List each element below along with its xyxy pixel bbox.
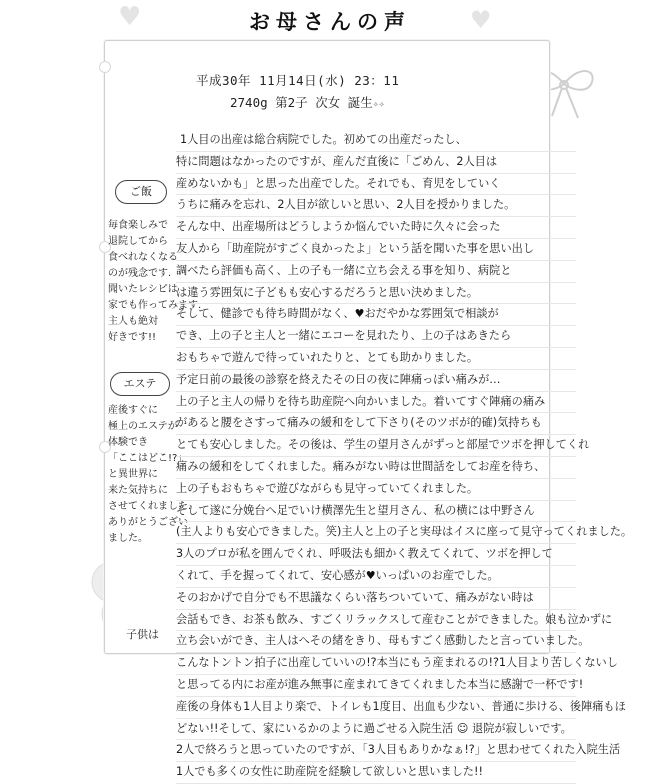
birth-info-text: 2740g 第2子 次女 誕生	[230, 95, 373, 110]
esthetic-note-line: 「ここはどこ!?」	[108, 453, 188, 464]
esthetic-note-line: 極上のエステが	[108, 421, 178, 432]
meal-note-line: 毎食楽しみで	[108, 220, 168, 231]
page-title: お母さんの声	[249, 9, 411, 34]
body-line-text: どない!!そして、家にいるかのように過ごせる入院生活	[176, 721, 454, 735]
body-line: 立ち会いができ、主人はへその緒をきり、母もすごく感動したと言っていました。	[176, 631, 576, 653]
esthetic-note-line: ありがとうござい	[108, 517, 188, 528]
body-line: 痛みの緩和をしてくれました。痛みがない時は世間話をしてお産を待ち、	[176, 457, 576, 479]
body-line: 産めないかも」と思った出産でした。それでも、育児をしていく	[176, 174, 576, 196]
heart-decoration-icon: ♥	[118, 2, 142, 32]
meal-note-line: 聞いたレシピは	[108, 284, 178, 295]
body-line	[176, 304, 576, 326]
body-line: でき、上の子と主人と一緒にエコーを見れたり、上の子はあきたら	[176, 326, 576, 348]
body-line: おもちゃで遊んで待っていれたりと、とても助かりました。	[176, 348, 576, 370]
body-line: があると腰をさすって痛みの緩和をして下さり(そのツボが的確)気持ちも	[176, 413, 576, 435]
meal-note-line: 主人も絶対	[108, 316, 158, 327]
body-line: 上の子と主人の帰りを待ち助産院へ向かいました。着いてすぐ陣痛の痛み	[176, 392, 576, 414]
body-line: 1人目の出産は総合病院でした。初めての出産だったし、	[176, 130, 576, 152]
body-line: 友人から「助産院がすごく良かったよ」という話を聞いた事を思い出し	[176, 239, 576, 261]
note-title-meal: ご飯	[115, 180, 167, 204]
esthetic-note-line: 来た気持ちに	[108, 485, 168, 496]
body-line: は違う雰囲気に子どもも安心するだろうと思い決めました。	[176, 283, 576, 305]
esthetic-note	[108, 403, 192, 547]
meal-note	[108, 218, 202, 346]
body-line: 3人のプロが私を囲んでくれ、呼吸法も細かく教えてくれて、ツボを押して	[176, 544, 576, 566]
meal-note-line: 退院してから	[108, 236, 168, 247]
meal-note-line: 食べれなくなる	[108, 252, 178, 263]
body-line	[176, 719, 576, 741]
body-line: こんなトントン拍子に出産していいの!?本当にもう産まれるの!?1人目より苦しくないし	[176, 653, 576, 675]
body-line: (主人よりも安心できました。笑)主人と上の子と実母はイスに座って見守ってくれました。	[176, 522, 576, 544]
esthetic-note-line: ました。	[108, 533, 148, 544]
message-body	[176, 130, 633, 784]
body-line-text: いっぱいのお産でした。	[375, 568, 499, 582]
body-line: そして遂に分娩台へ足でいけ横澤先生と望月さん、私の横には中野さん	[176, 501, 576, 523]
body-line: そんな中、出産場所はどうしようか悩んでいた時に久々に会った	[176, 217, 576, 239]
kids-label: 子供は	[126, 628, 159, 641]
body-line: うちに痛みを忘れ、2人目が欲しいと思い、2人目を授かりました。	[176, 195, 576, 217]
body-line: 予定日前の最後の診察を終えたその日の夜に陣痛っぽい痛みが…	[176, 370, 576, 392]
esthetic-note-line: と異世界に	[108, 469, 158, 480]
body-line	[176, 566, 576, 588]
body-line: 1人でも多くの女性に助産院を経験して欲しいと思いました!!	[176, 762, 576, 784]
date-time: 平成30年 11月14日(水) 23：11	[196, 73, 400, 88]
body-line: 調べたら評価も高く、上の子も一緒に立ち会える事を知り、病院と	[176, 261, 576, 283]
body-line-text: おだやかな雰囲気で相談が	[364, 307, 499, 321]
heart-icon: ♥	[354, 307, 365, 321]
esthetic-note-line: 体験でき	[108, 437, 148, 448]
body-line: そのおかげで自分でも不思議なくらい落ちついていて、痛みがない時は	[176, 588, 576, 610]
esthetic-note-line: 産後すぐに	[108, 405, 158, 416]
smile-icon: ☺	[453, 721, 473, 735]
body-line: 会話もでき、お茶も飲み、すごくリラックスして産むことができました。娘も泣かずに	[176, 610, 576, 632]
body-line: 上の子もおもちゃで遊びながらも見守っていてくれました。	[176, 479, 576, 501]
body-line: とても安心しました。その後は、学生の望月さんがずっと部屋でツボを押してくれ	[176, 435, 576, 457]
sparkle-icon: ✧✧	[372, 99, 385, 110]
body-line: 産後の身体も1人目より楽で、トイレも1度目、出血も少ない、普通に歩ける、後陣痛もほ	[176, 697, 576, 719]
meal-note-line: 好きです!!	[108, 332, 157, 343]
paper-hole	[99, 61, 111, 73]
message-header	[196, 71, 399, 111]
birth-info	[196, 93, 399, 111]
body-line-text: くれて、手を握ってくれて、安心感が	[176, 568, 366, 582]
esthetic-note-line: させてくれました.	[108, 501, 192, 512]
body-line: 2人で終ろうと思っていたのですが、「3人目もありかなぁ!?」と思わせてくれた入院生活	[176, 740, 576, 762]
heart-icon: ♥	[365, 568, 376, 582]
body-line-text: そして、健診でも待ち時間がなく、	[176, 307, 355, 321]
body-line-text: 退院が寂しいです。	[472, 721, 572, 735]
heart-decoration-icon: ♥	[470, 6, 492, 34]
body-line: 特に問題はなかったのですが、産んだ直後に「ごめん、2人目は	[176, 152, 576, 174]
meal-note-line: 家でも作ってみます.	[108, 300, 202, 311]
note-title-esthetic: エステ	[110, 372, 170, 396]
meal-note-line: のが残念です.	[108, 268, 172, 279]
body-line: と思ってる内にお産が進み無事に産まれてきてくれました本当に感謝で一杯です!	[176, 675, 576, 697]
